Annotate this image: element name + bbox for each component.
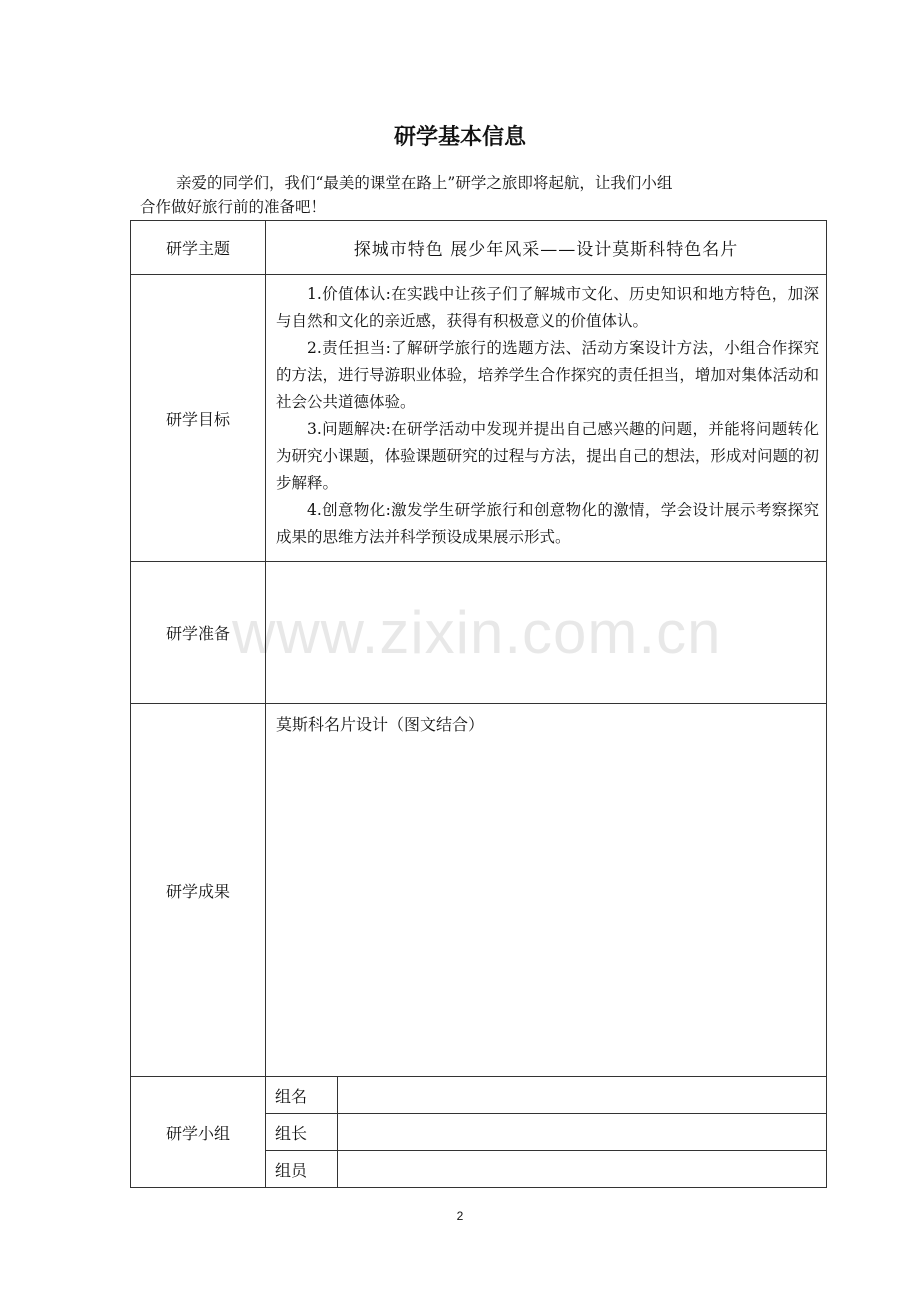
result-label: 研学成果 (131, 704, 266, 1077)
goal-item: 1.价值体认:在实践中让孩子们了解城市文化、历史知识和地方特色，加深与自然和文化的亲近感，获得有积极意义的价值体认。 (276, 285, 819, 330)
goals-content[interactable] (266, 275, 827, 562)
group-name-field[interactable] (338, 1077, 827, 1114)
group-fields (266, 1077, 827, 1188)
group-leader-row (266, 1114, 826, 1151)
goals-label: 研学目标 (131, 275, 266, 562)
group-name-row (266, 1077, 826, 1114)
topic-label: 研学主题 (131, 221, 266, 275)
watermark: www.zixin.com.cn (232, 599, 722, 666)
goal-item: 2.责任担当:了解研学旅行的选题方法、活动方案设计方法，小组合作探究的方法，进行导游职业体验，培养学生合作探究的责任担当，增加对集体活动和社会公共道德体验。 (276, 339, 819, 411)
prep-row (131, 562, 827, 704)
result-row (131, 704, 827, 1077)
info-table (130, 220, 827, 1188)
topic-row (131, 221, 827, 275)
page-title: 研学基本信息 (393, 125, 526, 150)
prep-field[interactable] (266, 562, 827, 704)
goal-item: 3.问题解决:在研学活动中发现并提出自己感兴趣的问题，并能将问题转化为研究小课题，体验课题研究的过程与方法，提出自己的想法，形成对问题的初步解释。 (276, 420, 819, 492)
group-members-row (266, 1151, 826, 1188)
group-members-field[interactable] (338, 1151, 827, 1188)
page-number: 2 (456, 1209, 464, 1223)
group-label: 研学小组 (131, 1077, 266, 1188)
goals-row (131, 275, 827, 562)
prep-label: 研学准备 (131, 562, 266, 704)
result-heading: 莫斯科名片设计（图文结合） (276, 715, 485, 734)
group-leader-field[interactable] (338, 1114, 827, 1151)
group-table (266, 1077, 826, 1187)
intro-text-line-2: 合作做好旅行前的准备吧！ (140, 198, 327, 216)
group-name-label: 组名 (266, 1077, 338, 1114)
goal-item: 4.创意物化:激发学生研学旅行和创意物化的激情，学会设计展示考察探究成果的思维方法并科学预设成果展示形式。 (276, 501, 819, 546)
topic-value[interactable]: 探城市特色 展少年风采——设计莫斯科特色名片 (266, 221, 827, 275)
group-members-label: 组员 (266, 1151, 338, 1188)
group-leader-label: 组长 (266, 1114, 338, 1151)
result-field[interactable] (266, 704, 827, 1077)
intro-text-line-1: 亲爱的同学们，我们“最美的课堂在路上”研学之旅即将起航，让我们小组 (176, 174, 673, 192)
group-row (131, 1077, 827, 1188)
